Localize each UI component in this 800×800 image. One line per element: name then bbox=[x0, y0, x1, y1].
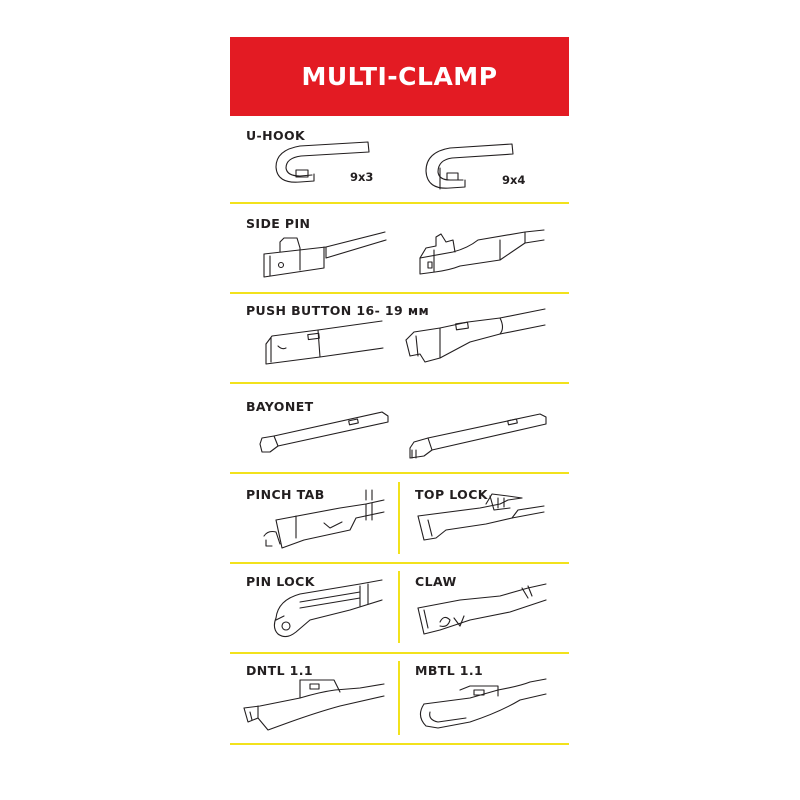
pinch-tab-icon bbox=[264, 490, 384, 548]
bayonet-right-icon bbox=[410, 414, 546, 458]
claw-icon bbox=[418, 584, 546, 634]
push-button-left-icon bbox=[266, 321, 383, 364]
push-button-right-icon bbox=[406, 309, 545, 362]
mbtl-label: MBTL 1.1 bbox=[415, 663, 484, 678]
pin-lock-label: PIN LOCK bbox=[246, 574, 315, 589]
pin-lock-icon bbox=[274, 580, 382, 637]
top-lock-icon bbox=[418, 494, 544, 540]
top-lock-label: TOP LOCK bbox=[415, 487, 488, 502]
mbtl-icon bbox=[420, 679, 546, 728]
bayonet-label: BAYONET bbox=[246, 399, 314, 414]
side-pin-label: SIDE PIN bbox=[246, 216, 311, 231]
side-pin-right-icon bbox=[420, 230, 544, 274]
bayonet-left-icon bbox=[260, 412, 388, 452]
dntl-label: DNTL 1.1 bbox=[246, 663, 314, 678]
push-button-label: PUSH BUTTON 16- 19 мм bbox=[246, 303, 430, 318]
side-pin-left-icon bbox=[264, 232, 386, 277]
claw-label: CLAW bbox=[415, 574, 457, 589]
dntl-icon bbox=[244, 680, 384, 730]
u-hook-size-9x3: 9x3 bbox=[350, 170, 374, 184]
u-hook-9x4-icon bbox=[426, 144, 513, 189]
u-hook-size-9x4: 9x4 bbox=[502, 173, 526, 187]
u-hook-label: U-HOOK bbox=[246, 128, 306, 143]
u-hook-9x3-icon bbox=[276, 142, 369, 182]
pinch-tab-label: PINCH TAB bbox=[246, 487, 325, 502]
banner-title: MULTI-CLAMP bbox=[301, 62, 498, 91]
